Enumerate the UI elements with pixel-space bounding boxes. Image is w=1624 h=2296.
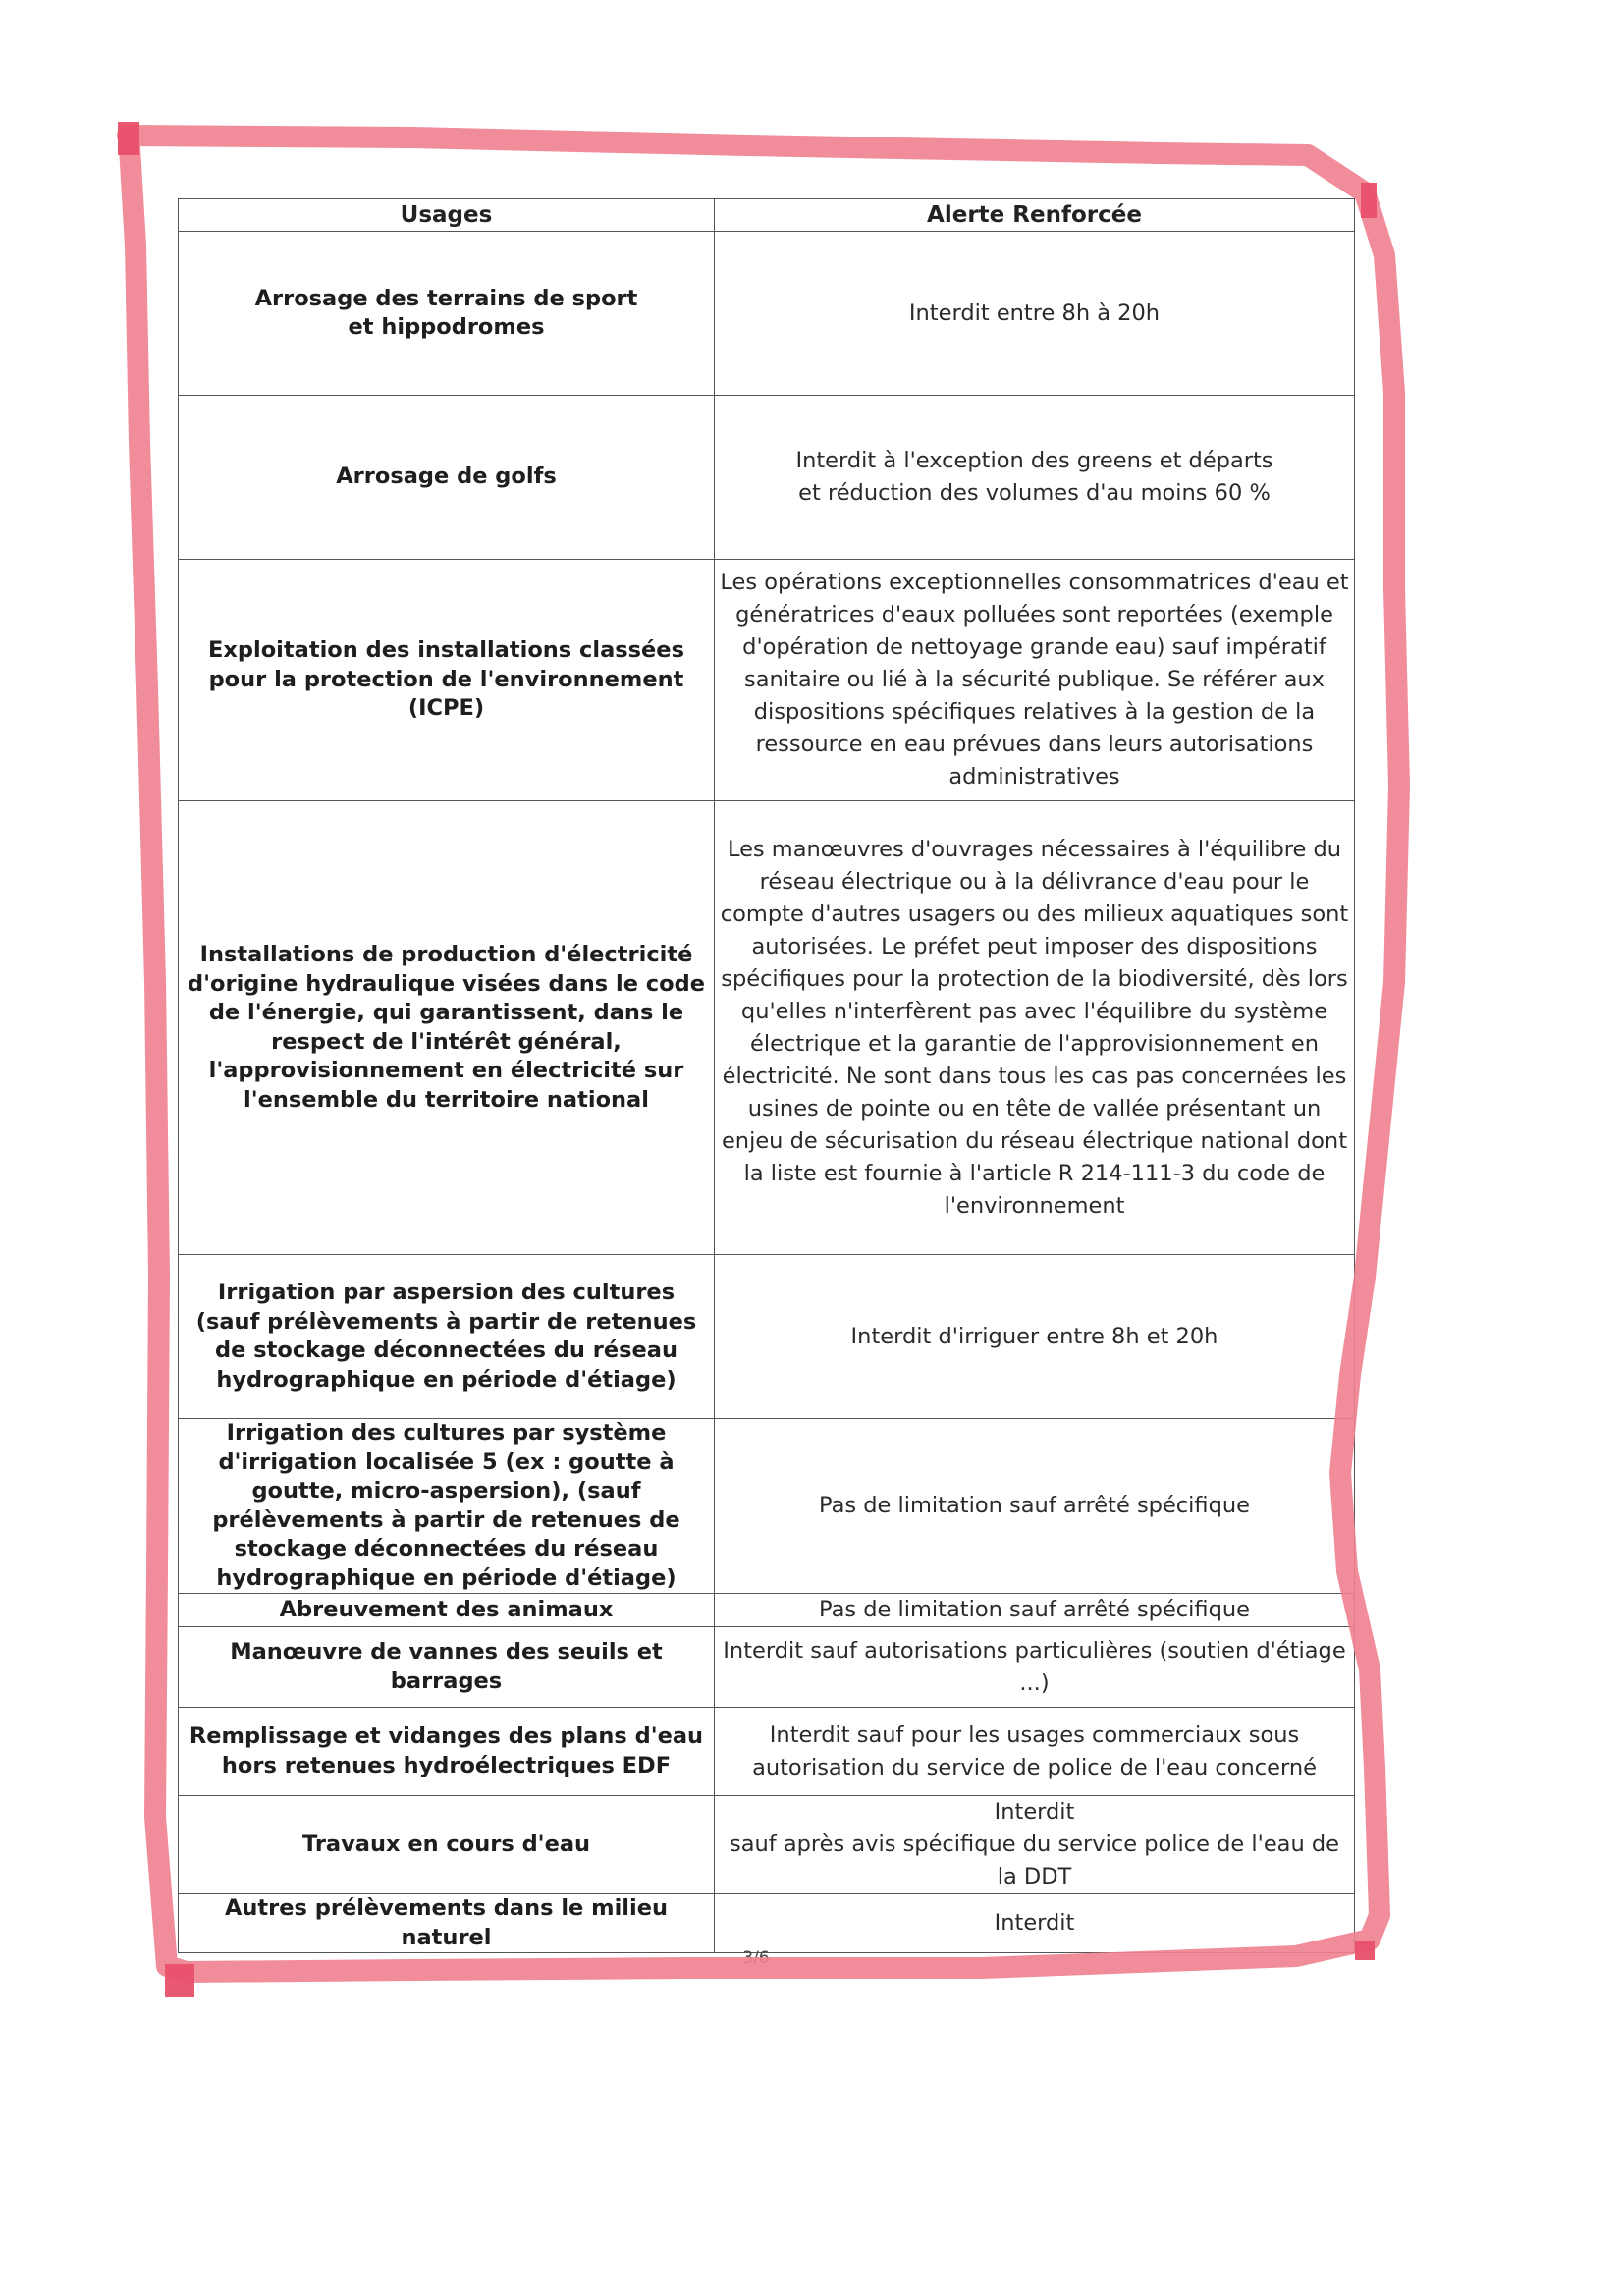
table-row [179,1255,1355,1419]
rule-text: sauf après avis spécifique du service police de l'eau de la DDT [729,1831,1340,1889]
usage-cell: Arrosage de golfs [179,396,715,560]
rule-cell: Pas de limitation sauf arrêté spécifique [715,1594,1355,1627]
rule-cell: Interdit à l'exception des greens et départs et réduction des volumes d'au moins 60 % [715,396,1355,560]
marker-corner-bottom-right [1355,1941,1375,1960]
table-row [179,1594,1355,1627]
table-row [179,1419,1355,1594]
usage-cell: Autres prélèvements dans le milieu naturel [179,1894,715,1953]
rule-cell: Interdit entre 8h à 20h [715,232,1355,396]
rule-cell: Les manœuvres d'ouvrages nécessaires à l'équilibre du réseau électrique ou à la délivrance d'eau pour le compte d'autres usagers ou des milieux aquatiques sont autorisées. Le préfet peut imposer des dispositions spécifiques pour la protection de la biodiversité, dès lors qu'elles n'interfèrent pas avec l'équilibre du système électrique et la garantie de l'approvisionnement en électricité. Ne sont dans tous les cas pas concernées les usines de pointe ou en tête de vallée présentant un enjeu de sécurisation du réseau électrique national dont la liste est fournie à l'article R 214-111-3 du code de l'environnement [715,801,1355,1255]
usage-restrictions-table [178,198,1355,1953]
rule-cell: Les opérations exceptionnelles consommatrices d'eau et génératrices d'eaux polluées sont reportées (exemple d'opération de nettoyage grande eau) sauf impératif sanitaire ou lié à la sécurité publique. Se référer aux dispositions spécifiques relatives à la gestion de la ressource en eau prévues dans leurs autorisations administratives [715,560,1355,801]
table-row [179,232,1355,396]
table-row [179,1708,1355,1796]
rule-cell [715,1796,1355,1894]
usage-cell: Abreuvement des animaux [179,1594,715,1627]
usage-cell: Irrigation des cultures par système d'irrigation localisée 5 (ex : goutte à goutte, micro-aspersion), (sauf prélèvements à partir de retenues de stockage déconnectées du réseau hydrographique en période d'étiage) [179,1419,715,1594]
marker-corner-top-left [118,122,139,155]
table-row [179,396,1355,560]
rule-cell: Interdit sauf pour les usages commerciaux sous autorisation du service de police de l'eau concerné [715,1708,1355,1796]
usage-cell: Manœuvre de vannes des seuils et barrages [179,1627,715,1708]
table-row [179,560,1355,801]
usage-cell: Irrigation par aspersion des cultures (sauf prélèvements à partir de retenues de stockage déconnectées du réseau hydrographique en période d'étiage) [179,1255,715,1419]
usage-cell: Exploitation des installations classées pour la protection de l'environnement (ICPE) [179,560,715,801]
rule-cell: Interdit [715,1894,1355,1953]
table-row [179,801,1355,1255]
rule-cell: Pas de limitation sauf arrêté spécifique [715,1419,1355,1594]
usage-cell: Remplissage et vidanges des plans d'eau hors retenues hydroélectriques EDF [179,1708,715,1796]
rule-cell: Interdit d'irriguer entre 8h et 20h [715,1255,1355,1419]
usage-cell: Installations de production d'électricité d'origine hydraulique visées dans le code de l'énergie, qui garantissent, dans le respect de l'intérêt général, l'approvisionnement en électricité sur l'ensemble du territoire national [179,801,715,1255]
usage-cell: Travaux en cours d'eau [179,1796,715,1894]
page-number: 3/6 [742,1948,770,1968]
header-alerte-renforcee: Alerte Renforcée [715,199,1355,232]
table-header-row [179,199,1355,232]
rule-cell: Interdit sauf autorisations particulières (soutien d'étiage ...) [715,1627,1355,1708]
usage-cell: Arrosage des terrains de sport et hippodromes [179,232,715,396]
header-usages: Usages [179,199,715,232]
table-row [179,1894,1355,1953]
table-row [179,1796,1355,1894]
marker-corner-bottom-left [165,1964,194,1997]
marker-corner-top-right [1361,183,1377,218]
rule-title: Interdit [994,1799,1075,1825]
table-row [179,1627,1355,1708]
